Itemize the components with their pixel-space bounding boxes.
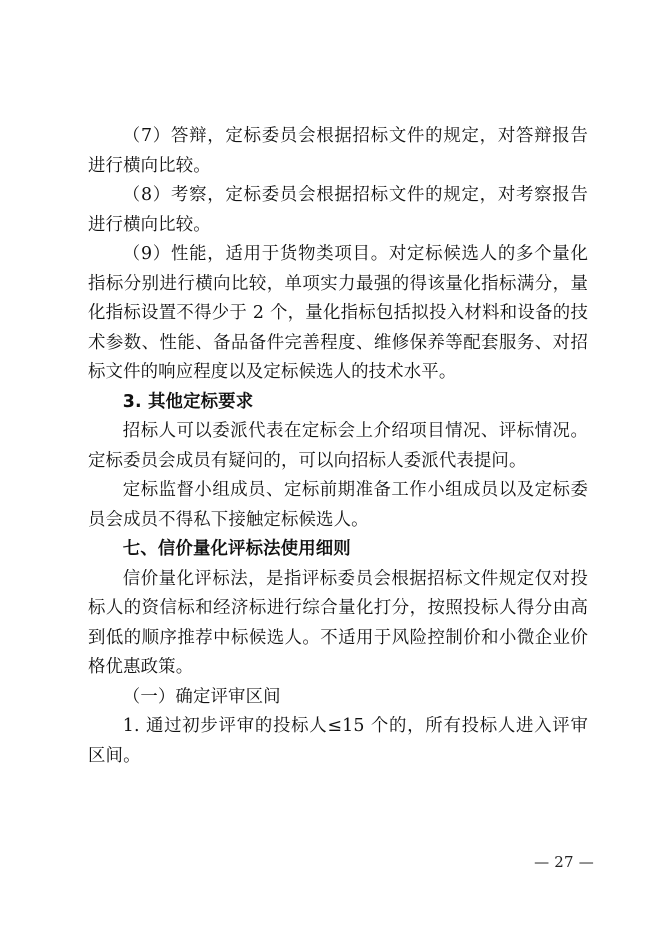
paragraph-performance-comparison: （9）性能，适用于货物类项目。对定标候选人的多个量化指标分别进行横向比较，单项实力最强的得该量化指标满分，量化指标设置不得少于 2 个，量化指标包括拟投入材料和设备的技术参数、性能、备品备件完善程度、维修保养等配套服务、对招标文件的响应程度以及定标候选人的技术水平。 [88,244,588,382]
paragraph-review-range-rule-one: 1. 通过初步评审的投标人≤15 个的，所有投标人进入评审区间。 [88,716,588,766]
paragraph-inspection-comparison: （8）考察，定标委员会根据招标文件的规定，对考察报告进行横向比较。 [88,185,588,235]
subheading-review-range: （一）确定评审区间 [122,686,281,707]
document-body [88,122,588,771]
heading-section-seven: 七、信价量化评标法使用细则 [122,539,351,559]
paragraph-credit-price-method: 信价量化评标法，是指评标委员会根据招标文件规定仅对投标人的资信标和经济标进行综合量化打分，按照投标人得分由高到低的顺序推荐中标候选人。不适用于风险控制价和小微企业价格优惠政策。 [88,568,588,677]
paragraph-tenderer-representative: 招标人可以委派代表在定标会上介绍项目情况、评标情况。定标委员会成员有疑问的，可以向招标人委派代表提问。 [88,421,588,471]
paragraph-no-private-contact: 定标监督小组成员、定标前期准备工作小组成员以及定标委员会成员不得私下接触定标候选人。 [88,480,588,530]
page-number: — 27 — [534,853,594,871]
heading-other-award-requirements: 3. 其他定标要求 [122,391,254,412]
paragraph-defense-comparison: （7）答辩，定标委员会根据招标文件的规定，对答辩报告进行横向比较。 [88,126,588,176]
